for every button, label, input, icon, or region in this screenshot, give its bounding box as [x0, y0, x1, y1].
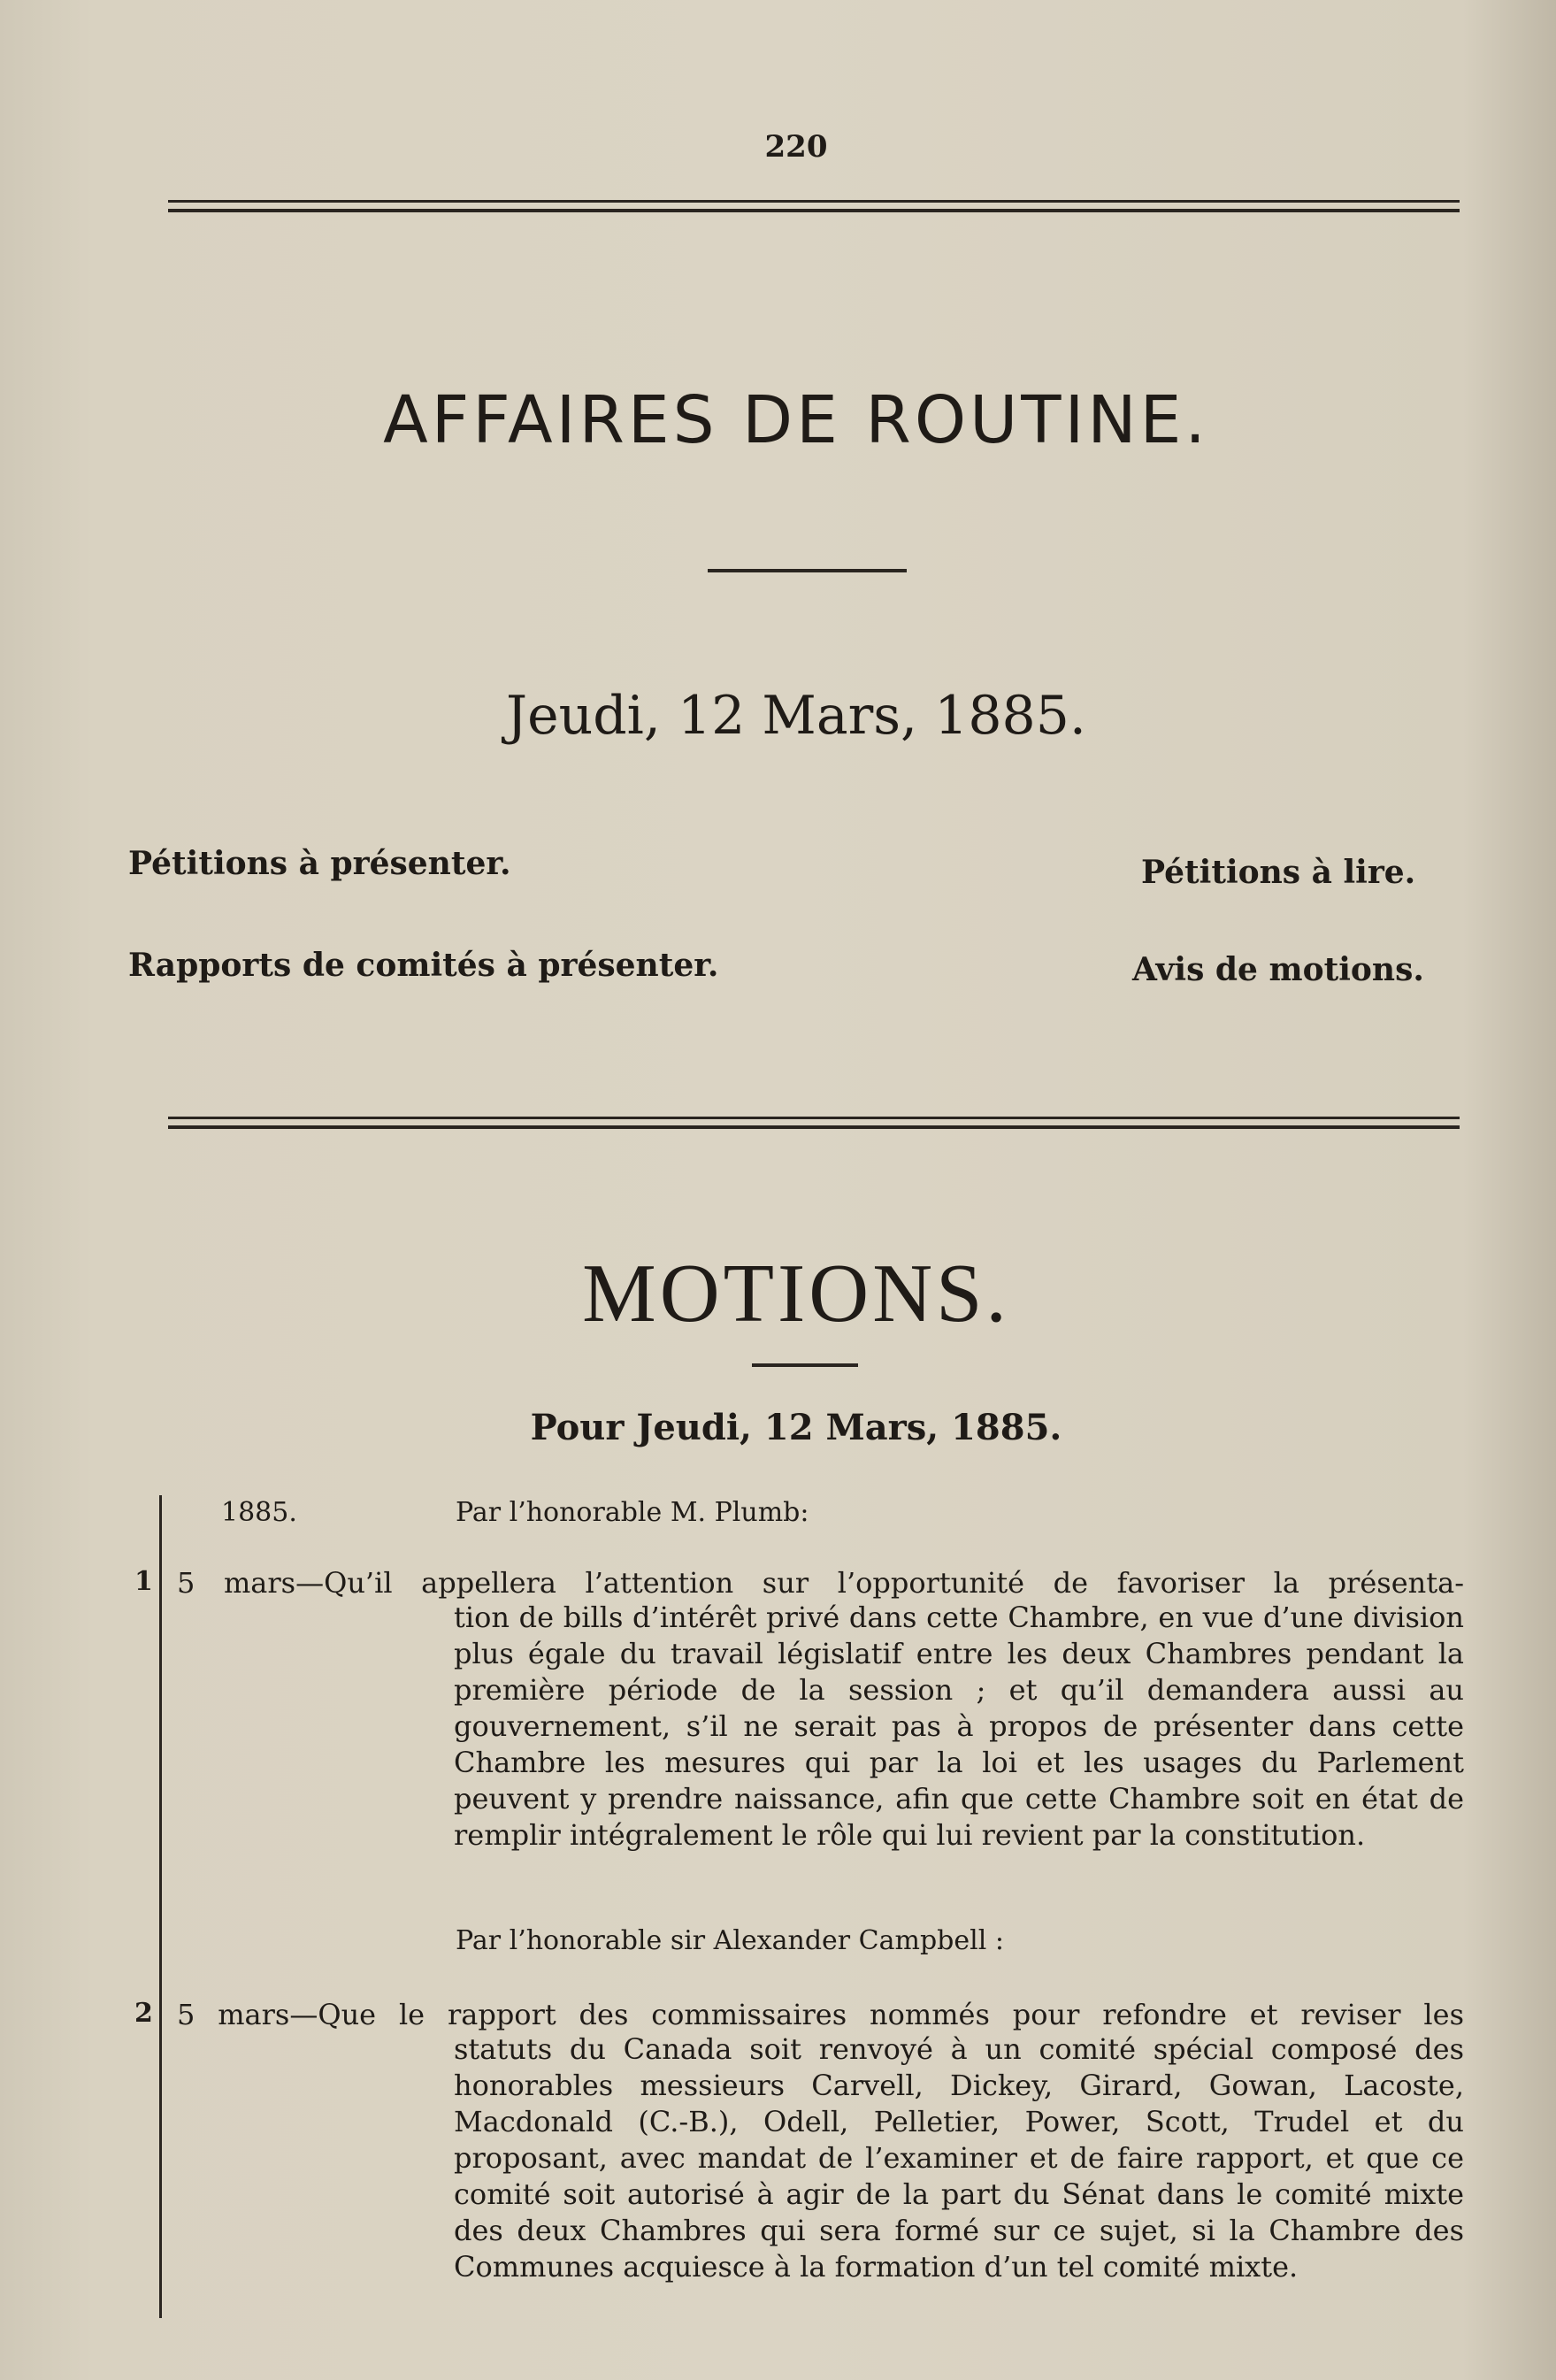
motion-1-first-line: 5 mars—Qu’il appellera l’attention sur l’opportunité de favoriser la présenta-: [177, 1566, 1464, 1600]
notices-motions-label: Avis de motions.: [1132, 951, 1424, 988]
motion-2-mover: Par l’honorable sir Alexander Campbell :: [456, 1925, 1004, 1956]
motion-1-text: tion de bills d’intérêt privé dans cette Chambre, en vue d’une division plus égale du travail législatif entre les deux Chambres pendant la première période de la session ; et qu’il demandera aussi au gouvernement, s’il ne serait pas à propos de présenter dans cette Chambre les mesures qui par la loi et les usages du Parlement peuvent y prendre naissance, afin que cette Chambre soit en état de remplir intégralement le rôle qui lui revient par la constitution.: [454, 1601, 1464, 1852]
reports-present-label: Rapports de comités à présenter.: [128, 947, 719, 984]
motions-date: Pour Jeudi, 12 Mars, 1885.: [530, 1407, 1062, 1448]
top-double-rule: [168, 200, 1460, 212]
margin-line: [159, 1495, 162, 2318]
middle-double-rule: [168, 1117, 1460, 1129]
short-rule: [708, 569, 907, 572]
page-number: 220: [764, 129, 828, 165]
motion-1-number: 1: [134, 1566, 153, 1597]
motions-title: MOTIONS.: [582, 1248, 1010, 1340]
motion-1-mover: Par l’honorable M. Plumb:: [456, 1497, 809, 1528]
petitions-present-label: Pétitions à présenter.: [128, 845, 511, 882]
section-title: AFFAIRES DE ROUTINE.: [383, 382, 1209, 458]
petitions-read-label: Pétitions à lire.: [1141, 854, 1416, 891]
year-label: 1885.: [221, 1497, 297, 1528]
motion-2-number: 2: [134, 1998, 153, 2029]
date-heading: Jeudi, 12 Mars, 1885.: [506, 685, 1086, 747]
motion-2-text: statuts du Canada soit renvoyé à un comité spécial composé des honorables messieurs Carvell, Dickey, Girard, Gowan, Lacoste, Macdonald (C.-B.), Odell, Pelletier, Power, Scott, Trudel et du proposant, avec mandat de l’examiner et de faire rapport, et que ce comité soit autorisé à agir de la part du Sénat dans le comité mixte des deux Chambres qui sera formé sur ce sujet, si la Chambre des Communes acquiesce à la formation d’un tel comité mixte.: [454, 2032, 1464, 2284]
motion-2-first-line: 5 mars—Que le rapport des commissaires nommés pour refondre et reviser les: [177, 1998, 1464, 2031]
short-rule-2: [752, 1363, 858, 1367]
